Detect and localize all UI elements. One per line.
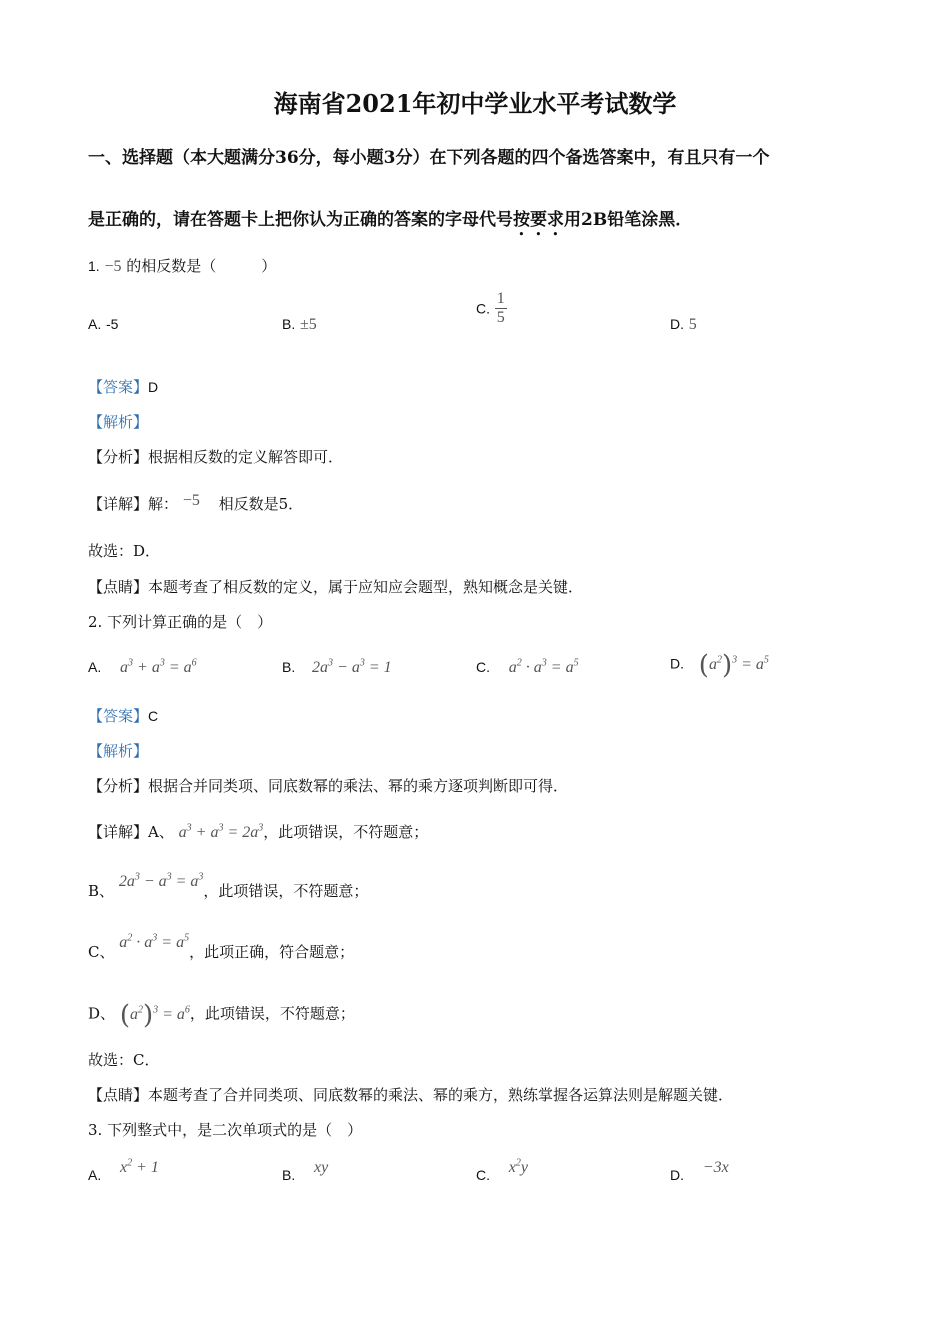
answer-value: C <box>148 708 159 724</box>
detail-text: ，此项错误，不符题意； <box>189 1004 355 1023</box>
detail-prefix: D、 <box>88 1004 116 1023</box>
q2-detail-a <box>88 821 428 842</box>
option-label: A. <box>88 1167 102 1183</box>
q3-stem: 3. 下列整式中，是二次单项式的是（ ） <box>88 1121 363 1139</box>
instruction-text-a: 是正确的，请在答题卡上把你认为正确的答案的字母代号 <box>88 210 513 230</box>
option-label: C. <box>476 1167 490 1183</box>
q2-stem: 2. 下列计算正确的是（ ） <box>88 613 273 631</box>
q2-option-a <box>88 658 197 677</box>
formula: $2a^3 - a^3 = a^3$ <box>118 871 204 890</box>
comment-text: 本题考查了相反数的定义，属于应知应会题型，熟知概念是关键． <box>148 578 584 596</box>
comment-tag: 【点睛】 <box>88 578 149 596</box>
option-label: A. <box>88 316 102 332</box>
q2-option-c <box>476 658 579 677</box>
option-label: D. <box>670 316 684 332</box>
option-label: D. <box>670 1167 684 1183</box>
detail-text-b: 相反数是5． <box>218 495 304 513</box>
formula: $x^2y$ <box>508 1157 528 1176</box>
fenxi-tag: 【分析】 <box>88 777 149 795</box>
q1-detail <box>88 493 303 514</box>
fraction-denominator: 5 <box>496 309 505 326</box>
option-label: B. <box>282 316 296 332</box>
fenxi-text: 根据合并同类项、同底数幂的乘法、幂的乘方逐项判断即可得． <box>148 777 569 795</box>
option-label: C. <box>476 300 490 317</box>
q1-stem <box>88 255 276 276</box>
comment-tag: 【点睛】 <box>88 1086 149 1104</box>
q2-choose: 故选：C． <box>88 1051 160 1069</box>
formula: $(a^2)^3 = a^6$ <box>119 1000 190 1030</box>
instruction-emphasis: 按要求 <box>513 210 564 230</box>
detail-text: ，此项错误，不符题意； <box>203 882 369 900</box>
q3-option-c <box>476 1157 528 1185</box>
answer-tag: 【答案】 <box>88 707 149 725</box>
q2-detail-b <box>88 871 369 901</box>
detail-text: ，此项错误，不符题意； <box>263 823 429 841</box>
q1-option-c <box>476 290 507 327</box>
fenxi-tag: 【分析】 <box>88 448 149 466</box>
option-value: 5 <box>688 316 697 333</box>
detail-prefix: A、 <box>148 823 174 841</box>
answer-tag: 【答案】 <box>88 378 149 396</box>
option-value: -5 <box>106 316 119 332</box>
detail-tag: 【详解】 <box>88 495 149 513</box>
page-title: 海南省2021年初中学业水平考试数学 <box>273 89 677 118</box>
q3-option-a <box>88 1157 159 1185</box>
formula: $(a^2)^3 = a^5$ <box>698 650 769 680</box>
formula: $a^3 + a^3 = 2a^3$ <box>178 822 264 841</box>
q2-analysis-tag: 【解析】 <box>88 742 149 760</box>
detail-text-a: 解： <box>148 495 179 513</box>
section-instruction-line1: 一、选择题（本大题满分36分，每小题3分）在下列各题的四个备选答案中，有且只有一个 <box>88 148 770 168</box>
q1-option-d <box>670 315 697 334</box>
fenxi-text: 根据相反数的定义解答即可． <box>148 448 344 466</box>
q2-detail-d <box>88 1000 355 1030</box>
option-label: B. <box>282 659 296 675</box>
q2-comment <box>88 1084 733 1105</box>
q2-fenxi <box>88 775 568 796</box>
q2-answer <box>88 705 158 726</box>
instruction-text-b: 用2B铅笔涂黑． <box>564 210 693 230</box>
answer-value: D <box>148 379 159 395</box>
q2-detail-c <box>88 932 355 962</box>
formula: xy <box>314 1159 329 1176</box>
formula: $a^2 \cdot a^3 = a^5$ <box>508 657 579 676</box>
q1-fenxi <box>88 446 343 467</box>
q1-analysis-tag: 【解析】 <box>88 413 149 431</box>
q1-number: 1. <box>88 258 100 274</box>
formula: $2a^3 - a^3 = 1$ <box>312 657 392 676</box>
option-label: B. <box>282 1167 296 1183</box>
fraction <box>495 290 507 327</box>
detail-expression: −5 <box>182 492 200 509</box>
q1-stem-text: 的相反数是（ ） <box>126 257 277 275</box>
detail-prefix: B、 <box>88 882 115 900</box>
option-value: ±5 <box>300 316 317 333</box>
q1-expression: −5 <box>104 258 122 275</box>
q1-answer <box>88 376 158 397</box>
q2-option-d <box>670 650 769 680</box>
q3-option-b <box>282 1159 329 1185</box>
formula: $a^2 \cdot a^3 = a^5$ <box>119 932 190 951</box>
q1-comment <box>88 576 583 597</box>
detail-prefix: C、 <box>88 943 115 961</box>
formula: $x^2 + 1$ <box>120 1157 159 1176</box>
comment-text: 本题考查了合并同类项、同底数幂的乘法、幂的乘方，熟练掌握各运算法则是解题关键． <box>148 1086 734 1104</box>
option-label: A. <box>88 659 102 675</box>
option-label: C. <box>476 659 490 675</box>
formula: $a^3 + a^3 = a^6$ <box>120 657 197 676</box>
q1-choose: 故选：D． <box>88 542 161 560</box>
detail-tag: 【详解】 <box>88 823 149 841</box>
option-label: D. <box>670 655 684 672</box>
q2-option-b <box>282 658 392 677</box>
q1-option-a <box>88 315 118 333</box>
q1-option-b <box>282 315 317 334</box>
q3-option-d <box>670 1159 729 1185</box>
section-instruction-line2 <box>88 205 692 240</box>
formula: −3x <box>702 1159 729 1176</box>
detail-text: ，此项正确，符合题意； <box>189 943 355 961</box>
fraction-numerator: 1 <box>496 290 505 307</box>
